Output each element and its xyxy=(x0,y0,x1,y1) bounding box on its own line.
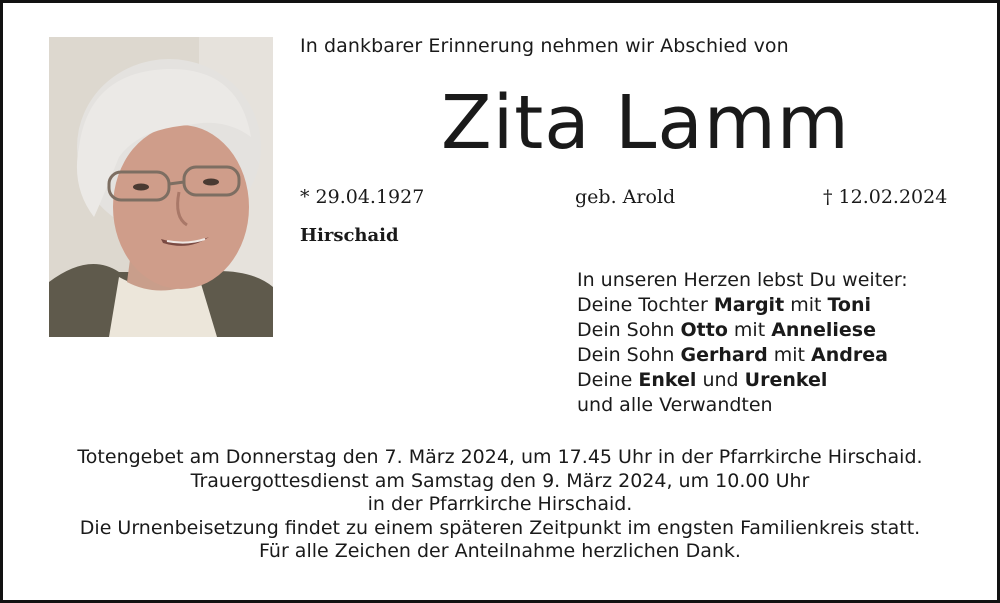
relative-name: Otto xyxy=(680,319,728,341)
relation-prefix: Deine xyxy=(577,369,639,391)
relation-joiner: und xyxy=(696,369,745,391)
notice-line-burial: Die Urnenbeisetzung findet zu einem späteren Zeitpunkt im engsten Familienkreis statt. xyxy=(79,516,921,539)
relation-prefix: Dein Sohn xyxy=(577,344,681,366)
hometown: Hirschaid xyxy=(300,225,399,246)
relative-name: Toni xyxy=(827,294,872,316)
relative-name: Anneliese xyxy=(771,319,876,341)
notice-line-church: in der Pfarrkirche Hirschaid. xyxy=(367,493,633,515)
relative-name: Margit xyxy=(713,294,785,316)
birth-name: geb. Arold xyxy=(575,186,676,208)
death-date: † 12.02.2024 xyxy=(823,186,948,208)
family-line-relatives: und alle Verwandten xyxy=(577,394,773,416)
notice-line-prayer: Totengebet am Donnerstag den 7. März 2024, um 17.45 Uhr in der Pfarrkirche Hirschaid. xyxy=(77,446,923,468)
intro-text: In dankbarer Erinnerung nehmen wir Abschied von xyxy=(300,35,789,57)
relative-name: Gerhard xyxy=(680,344,768,366)
family-line-daughter xyxy=(577,293,908,318)
relation-joiner: mit xyxy=(767,344,811,366)
family-line-son-2 xyxy=(577,343,908,368)
relative-name: Urenkel xyxy=(744,369,828,391)
family-list xyxy=(577,268,908,418)
portrait-photo xyxy=(49,37,273,337)
relation-prefix: Dein Sohn xyxy=(577,319,681,341)
deceased-name: Zita Lamm xyxy=(441,80,850,166)
family-line-son-1 xyxy=(577,318,908,343)
relation-prefix: Deine Tochter xyxy=(577,294,714,316)
relative-name: Enkel xyxy=(638,369,697,391)
relation-joiner: mit xyxy=(727,319,772,341)
relation-joiner: mit xyxy=(784,294,828,316)
notice-line-thanks: Für alle Zeichen der Anteilnahme herzlichen Dank. xyxy=(259,540,741,562)
family-line-grandchildren xyxy=(577,368,908,393)
family-header: In unseren Herzen lebst Du weiter: xyxy=(577,269,908,291)
relative-name: Andrea xyxy=(811,344,888,366)
service-notice xyxy=(3,446,997,564)
notice-line-service: Trauergottesdienst am Samstag den 9. März 2024, um 10.00 Uhr xyxy=(190,469,810,492)
birth-date: * 29.04.1927 xyxy=(300,186,425,208)
